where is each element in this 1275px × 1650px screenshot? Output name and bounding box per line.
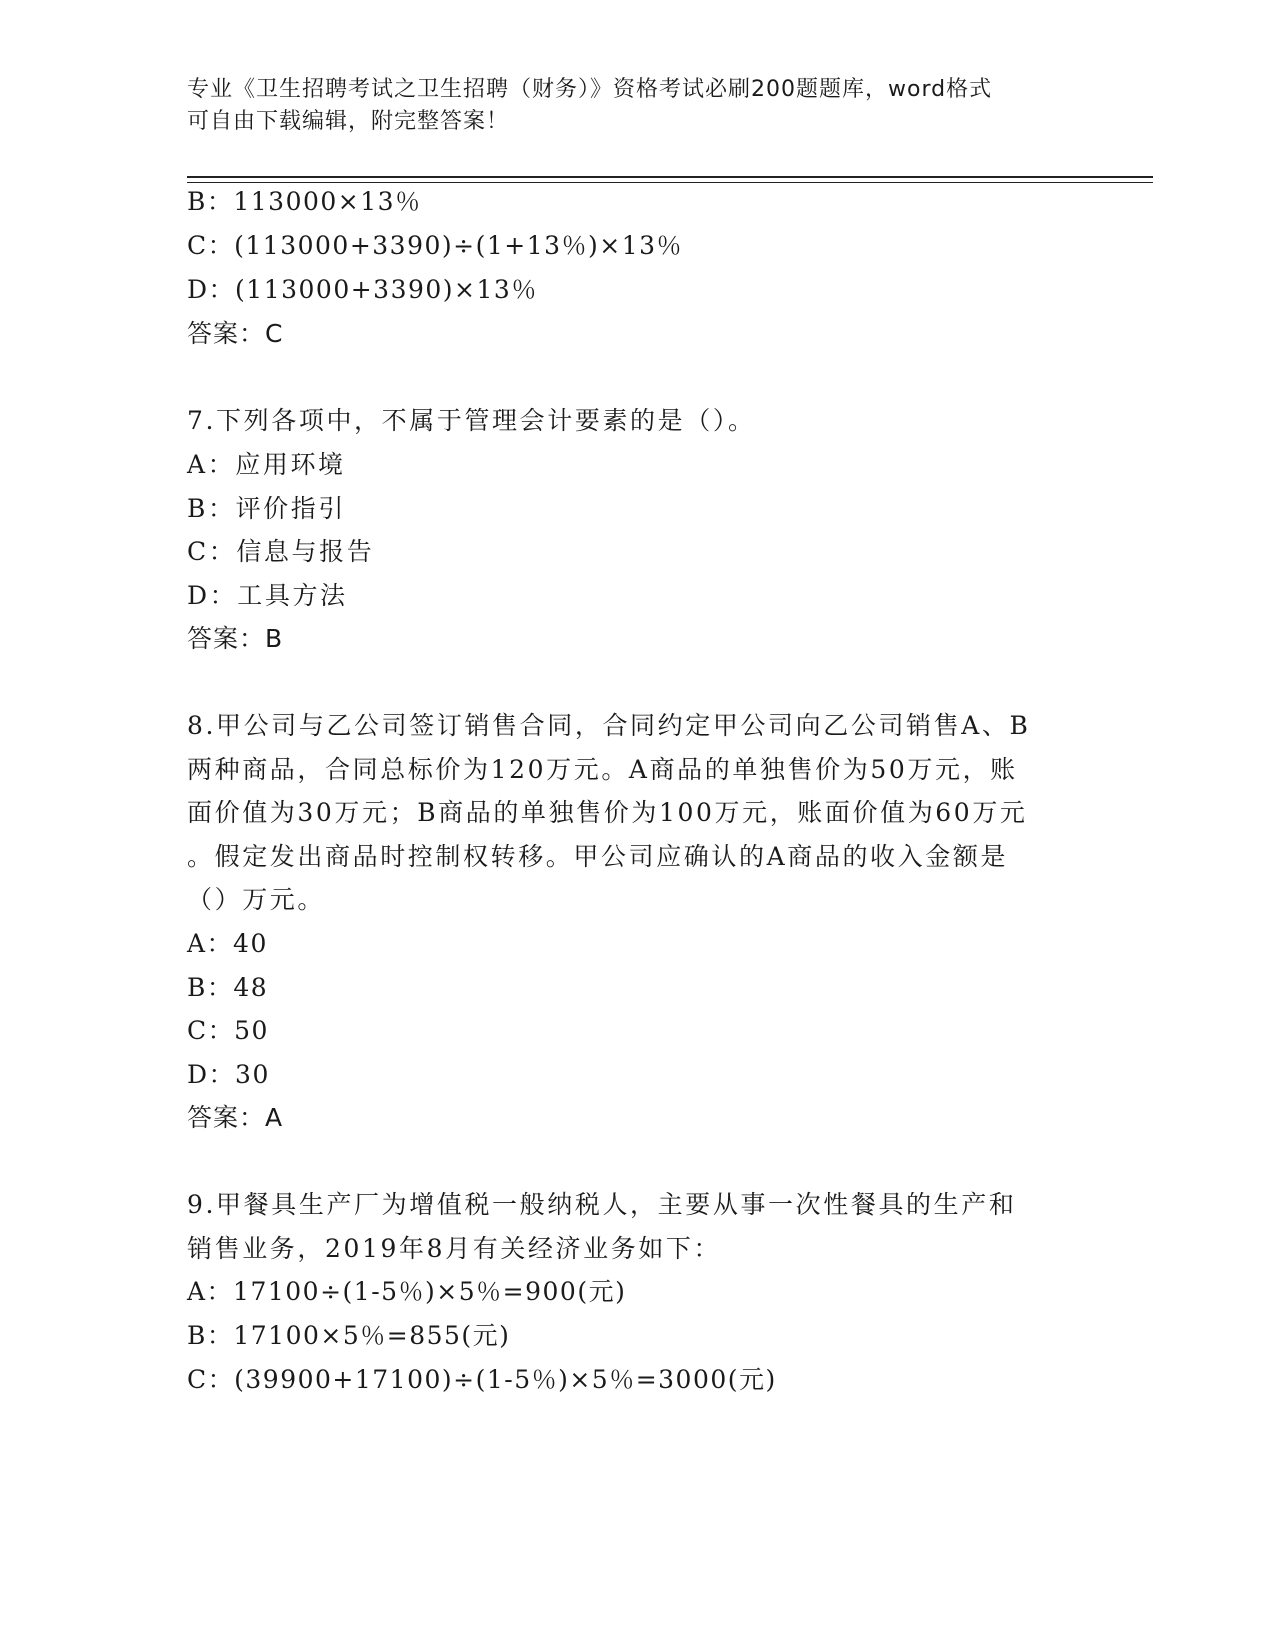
q8-answer: 答案：A bbox=[187, 1103, 284, 1132]
header-line-1: 专业《卫生招聘考试之卫生招聘（财务）》资格考试必刷200题题库，word格式 bbox=[187, 77, 993, 102]
header-rule-thin bbox=[187, 182, 1153, 183]
q7-option-b: B：评价指引 bbox=[187, 494, 346, 523]
q7-answer: 答案：B bbox=[187, 624, 284, 653]
q6-option-c: C：(113000+3390)÷(1+13％)×13％ bbox=[187, 231, 684, 260]
q9-question-line-1: 9.甲餐具生产厂为增值税一般纳税人，主要从事一次性餐具的生产和 bbox=[187, 1190, 1017, 1219]
q6-answer: 答案：C bbox=[187, 319, 284, 348]
q9-option-c: C：(39900+17100)÷(1-5％)×5％=3000(元) bbox=[187, 1365, 777, 1394]
q6-option-b: B：113000×13％ bbox=[187, 187, 422, 216]
q7-question: 7.下列各项中，不属于管理会计要素的是（）。 bbox=[187, 406, 756, 435]
document-header bbox=[187, 74, 1067, 138]
header-rule-thick bbox=[187, 176, 1153, 178]
q8-option-a: A：40 bbox=[187, 929, 268, 958]
q7-option-c: C：信息与报告 bbox=[187, 537, 375, 566]
q7-option-a: A：应用环境 bbox=[187, 450, 346, 479]
q8-option-c: C：50 bbox=[187, 1016, 269, 1045]
q7-option-d: D：工具方法 bbox=[187, 581, 348, 610]
q9-option-b: B：17100×5％=855(元) bbox=[187, 1321, 511, 1350]
q8-option-d: D：30 bbox=[187, 1060, 270, 1089]
q8-question-line-3: 面价值为30万元；B商品的单独售价为100万元，账面价值为60万元 bbox=[187, 798, 1028, 827]
q8-question-line-2: 两种商品，合同总标价为120万元。A商品的单独售价为50万元，账 bbox=[187, 755, 1018, 784]
q8-question-line-5: （）万元。 bbox=[187, 885, 326, 914]
q8-option-b: B：48 bbox=[187, 973, 269, 1002]
q9-option-a: A：17100÷(1-5％)×5％=900(元) bbox=[187, 1277, 627, 1306]
q6-option-d: D：(113000+3390)×13％ bbox=[187, 275, 538, 304]
header-line-2: 可自由下载编辑，附完整答案！ bbox=[187, 109, 510, 134]
q8-question-line-4: 。假定发出商品时控制权转移。甲公司应确认的A商品的收入金额是 bbox=[187, 842, 1009, 871]
q8-question-line-1: 8.甲公司与乙公司签订销售合同，合同约定甲公司向乙公司销售A、B bbox=[187, 711, 1031, 740]
q9-question-line-2: 销售业务，2019年8月有关经济业务如下： bbox=[187, 1234, 722, 1263]
